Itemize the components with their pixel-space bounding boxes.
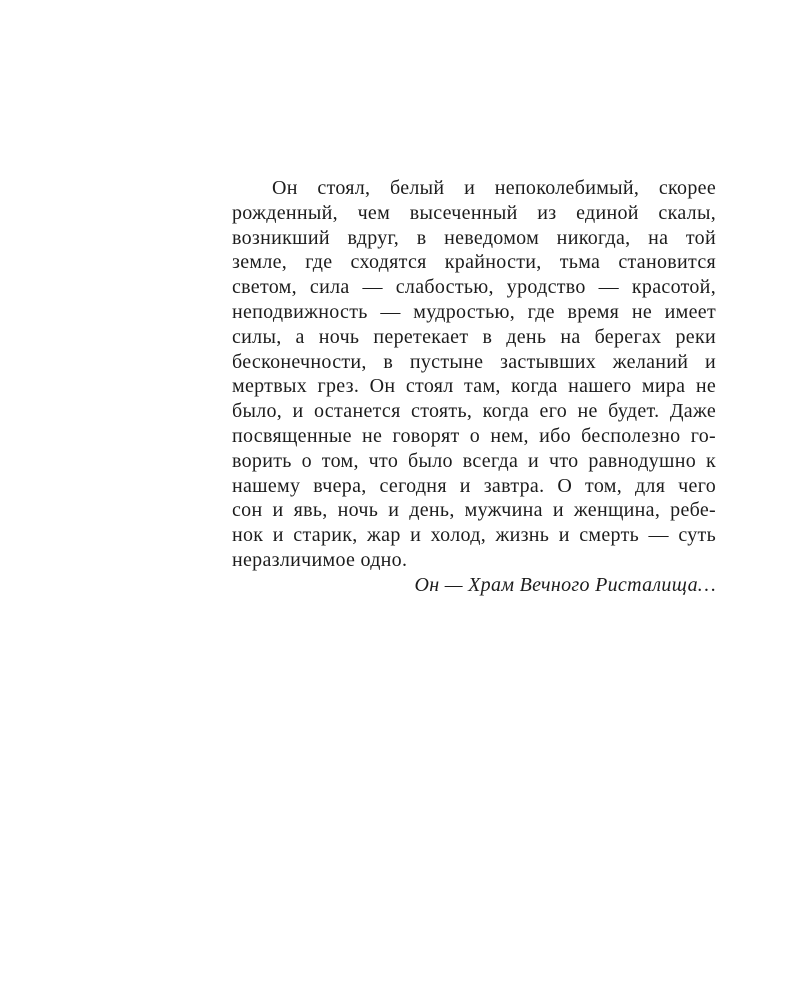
paragraph-line: было, и останется стоять, когда его не будет. Даже [232,400,716,423]
paragraph-line: неразличимое одно. [232,548,408,571]
paragraph-line: земле, где сходятся крайности, тьма становится [232,251,716,274]
paragraph-line: нок и старик, жар и холод, жизнь и смерть — суть [232,524,716,547]
paragraph-line: ворить о том, что было всегда и что равнодушно к [232,449,716,472]
paragraph-line: нашему вчера, сегодня и завтра. О том, для чего [232,474,716,497]
text-block [232,176,716,598]
paragraph-line: сон и явь, ночь и день, мужчина и женщина, ребе- [232,499,716,522]
paragraph-line: рожденный, чем высеченный из единой скалы, [232,201,716,224]
paragraph-line: Он стоял, белый и непоколебимый, скорее [272,177,716,199]
paragraph-line: возникший вдруг, в неведомом никогда, на той [232,226,716,249]
paragraph-line: мертвых грез. Он стоял там, когда нашего мира не [232,375,716,398]
paragraph-line: неподвижность — мудростью, где время не имеет [232,300,716,323]
paragraph-line: бесконечности, в пустыне застывших желаний и [232,350,716,373]
attribution-line: Он — Храм Вечного Ристалища… [414,573,716,596]
paragraph-line: силы, а ночь перетекает в день на берегах реки [232,325,716,348]
paragraph-line: светом, сила — слабостью, уродство — красотой, [232,276,716,299]
paragraph-line: посвященные не говорят о нем, ибо бесполезно го- [232,424,716,447]
